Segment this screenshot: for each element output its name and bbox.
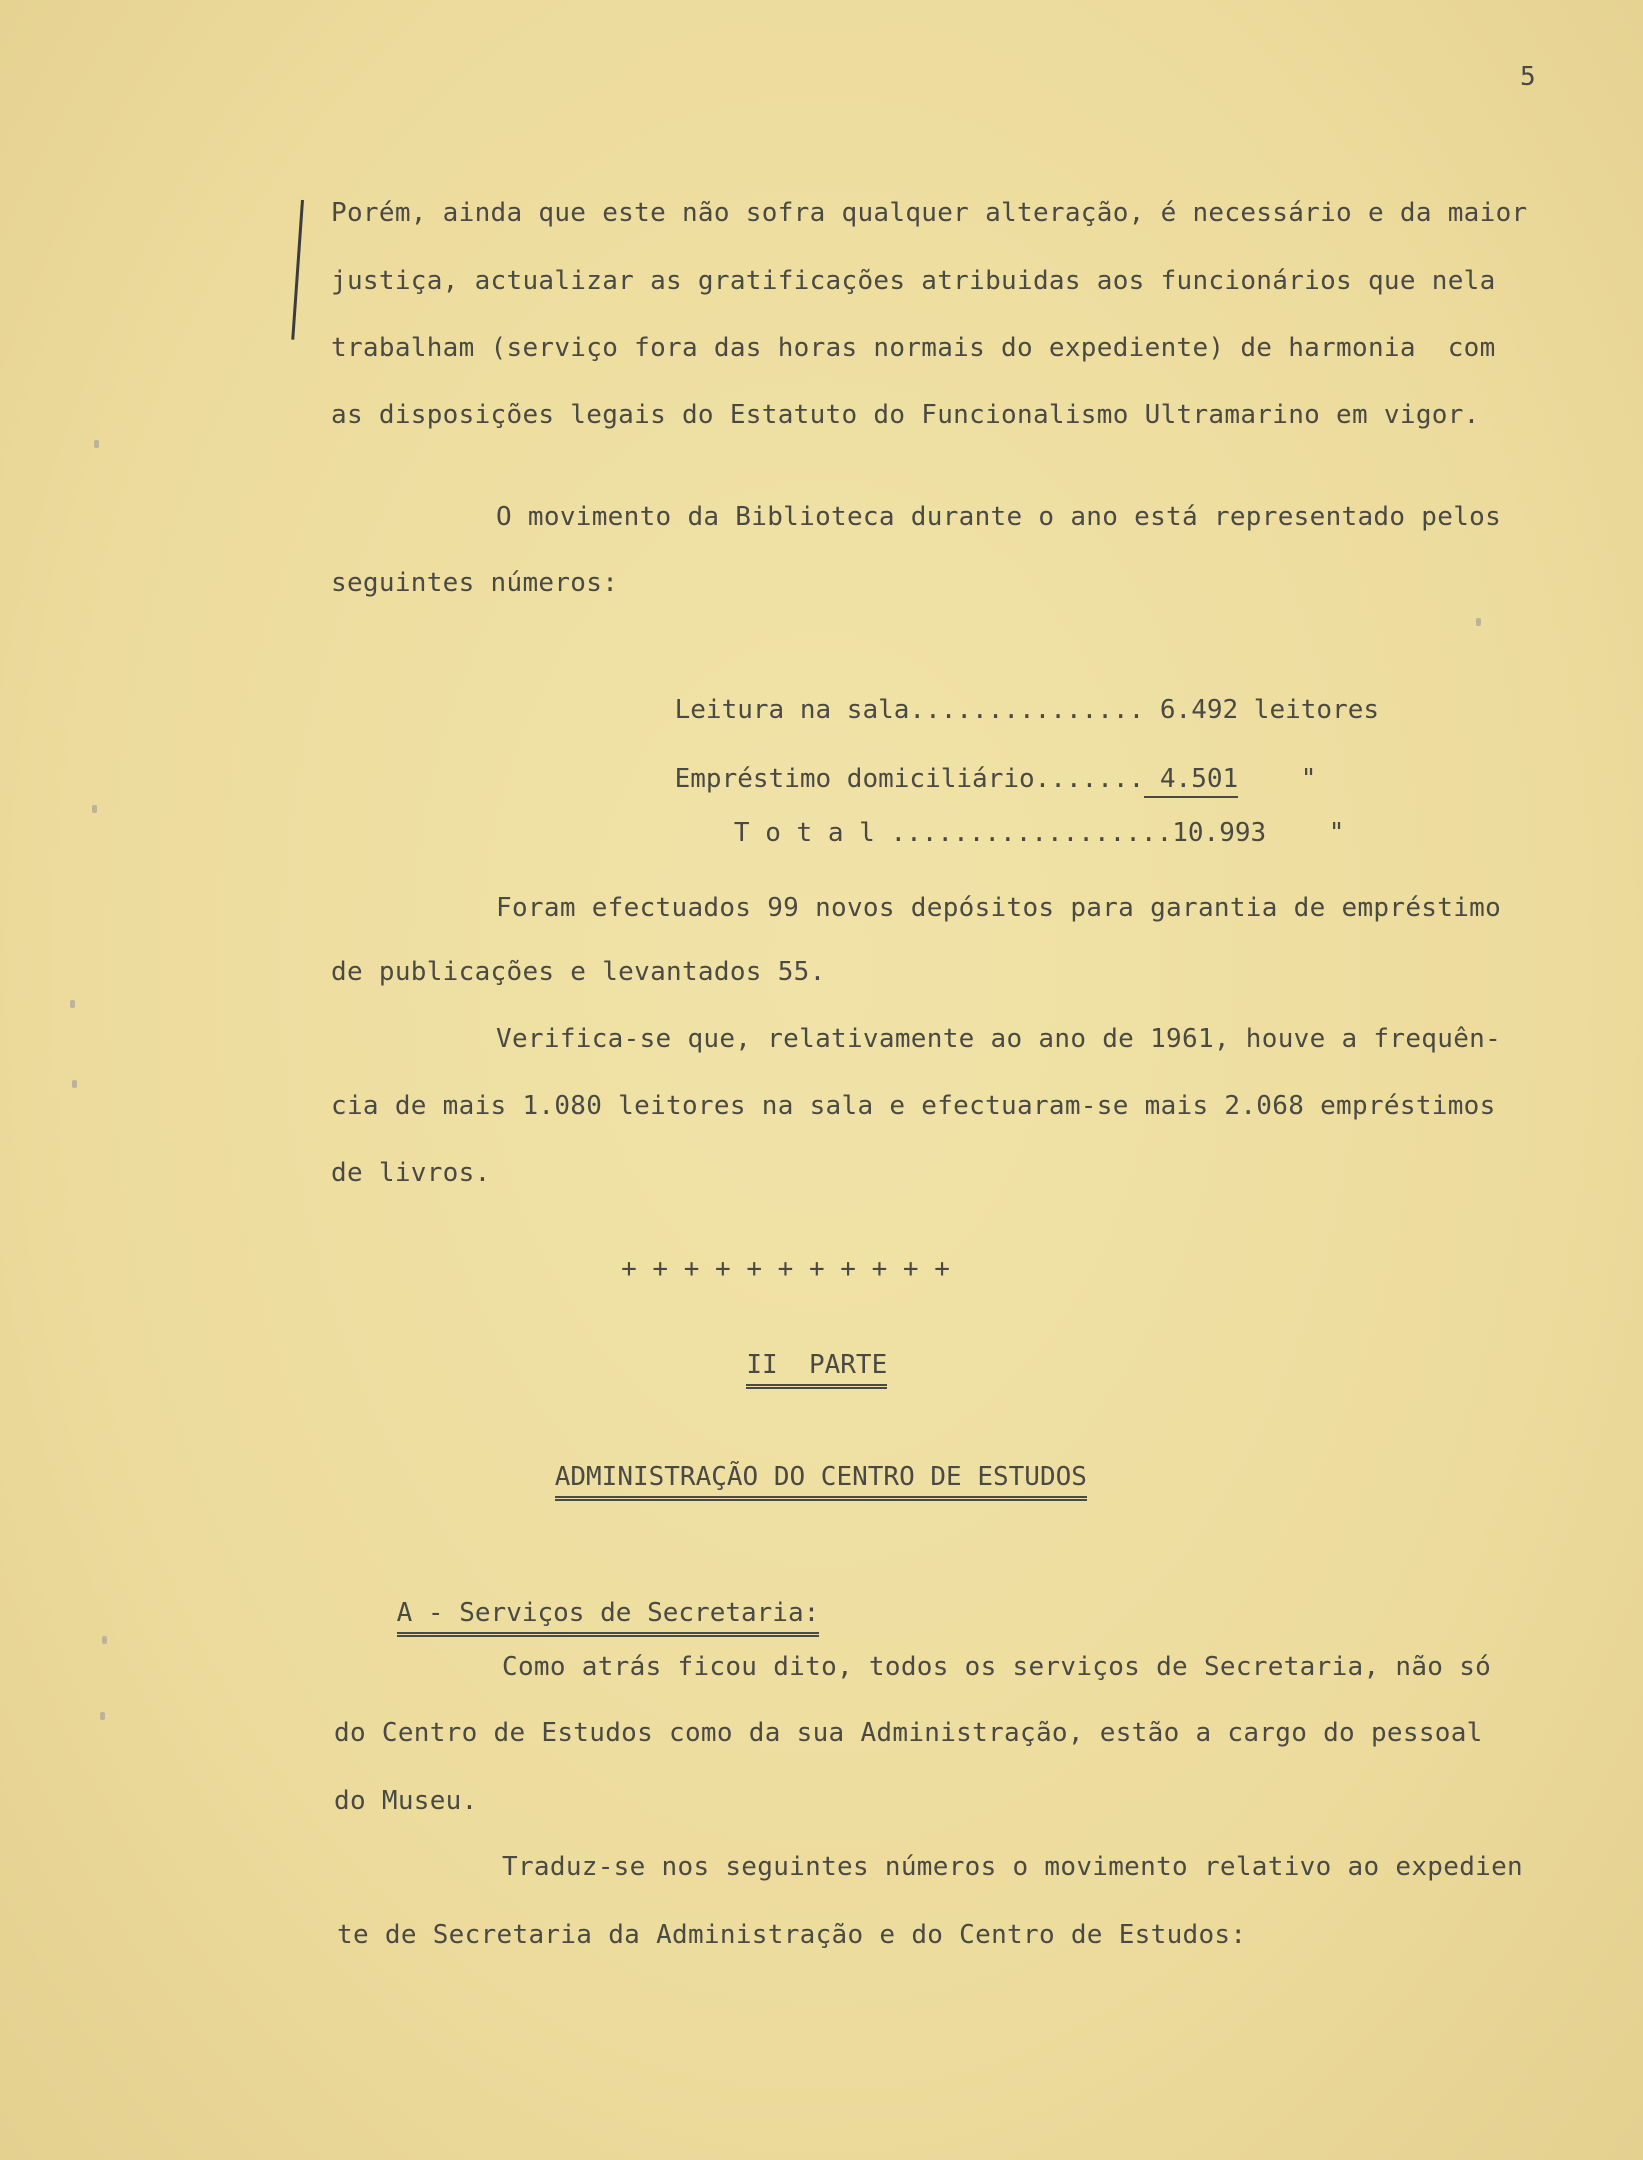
table-value: 6.492 <box>1144 695 1239 725</box>
paper-speck <box>1476 618 1481 626</box>
table-row <box>640 788 1344 878</box>
subsection-title: A - Serviços de Secretaria: <box>397 1598 820 1637</box>
section-title-wrap <box>0 1432 1611 1531</box>
paragraph3-line: Foram efectuados 99 novos depósitos para garantia de empréstimo <box>496 893 1502 923</box>
paragraph2-line: O movimento da Biblioteca durante o ano está representado pelos <box>496 502 1502 532</box>
paragraph5-line: Como atrás ficou dito, todos os serviços de Secretaria, não só <box>502 1652 1492 1682</box>
paragraph6-line: te de Secretaria da Administração e do Centro de Estudos: <box>337 1920 1247 1950</box>
paragraph2-line: seguintes números: <box>331 568 619 598</box>
paper-speck <box>92 805 97 813</box>
table-value: 10.993 <box>1172 818 1267 848</box>
paragraph1-line: Porém, ainda que este não sofra qualquer alteração, é necessário e da maior <box>331 198 1528 228</box>
table-label: T o t a l .................. <box>702 818 1173 848</box>
paragraph3-line: de publicações e levantados 55. <box>331 957 826 987</box>
paper-speck <box>70 1000 75 1008</box>
table-value: 4.501 <box>1144 764 1238 798</box>
paper-speck <box>94 440 99 448</box>
table-label: Leitura na sala............... <box>674 695 1145 725</box>
part-title: II PARTE <box>746 1350 887 1389</box>
section-title: ADMINISTRAÇÃO DO CENTRO DE ESTUDOS <box>555 1462 1087 1501</box>
table-unit: " <box>1238 764 1317 794</box>
paragraph1-line: as disposições legais do Estatuto do Funcionalismo Ultramarino em vigor. <box>331 400 1480 430</box>
paper-speck <box>100 1712 105 1720</box>
paragraph4-line: de livros. <box>331 1158 491 1188</box>
paper-speck <box>72 1080 77 1088</box>
paragraph4-line: Verifica-se que, relativamente ao ano de 1961, houve a frequên- <box>496 1024 1502 1054</box>
paragraph4-line: cia de mais 1.080 leitores na sala e efectuaram-se mais 2.068 empréstimos <box>331 1091 1496 1121</box>
separator: + + + + + + + + + + + <box>621 1254 950 1284</box>
paragraph6-line: Traduz-se nos seguintes números o movimento relativo ao expedien <box>502 1852 1524 1882</box>
margin-mark <box>291 200 304 340</box>
paragraph5-line: do Museu. <box>334 1786 478 1816</box>
page-number: 5 <box>1520 62 1536 92</box>
table-unit: " <box>1266 818 1345 848</box>
paper-speck <box>102 1636 107 1644</box>
part-title-wrap <box>0 1320 1607 1419</box>
paragraph5-line: do Centro de Estudos como da sua Administração, estão a cargo do pessoal <box>334 1718 1483 1748</box>
paragraph1-line: trabalham (serviço fora das horas normais do expediente) de harmonia com <box>331 333 1496 363</box>
table-label: Empréstimo domiciliário....... <box>674 764 1145 794</box>
table-unit: leitores <box>1238 695 1380 725</box>
paragraph1-line: justiça, actualizar as gratificações atribuidas aos funcionários que nela <box>331 266 1496 296</box>
